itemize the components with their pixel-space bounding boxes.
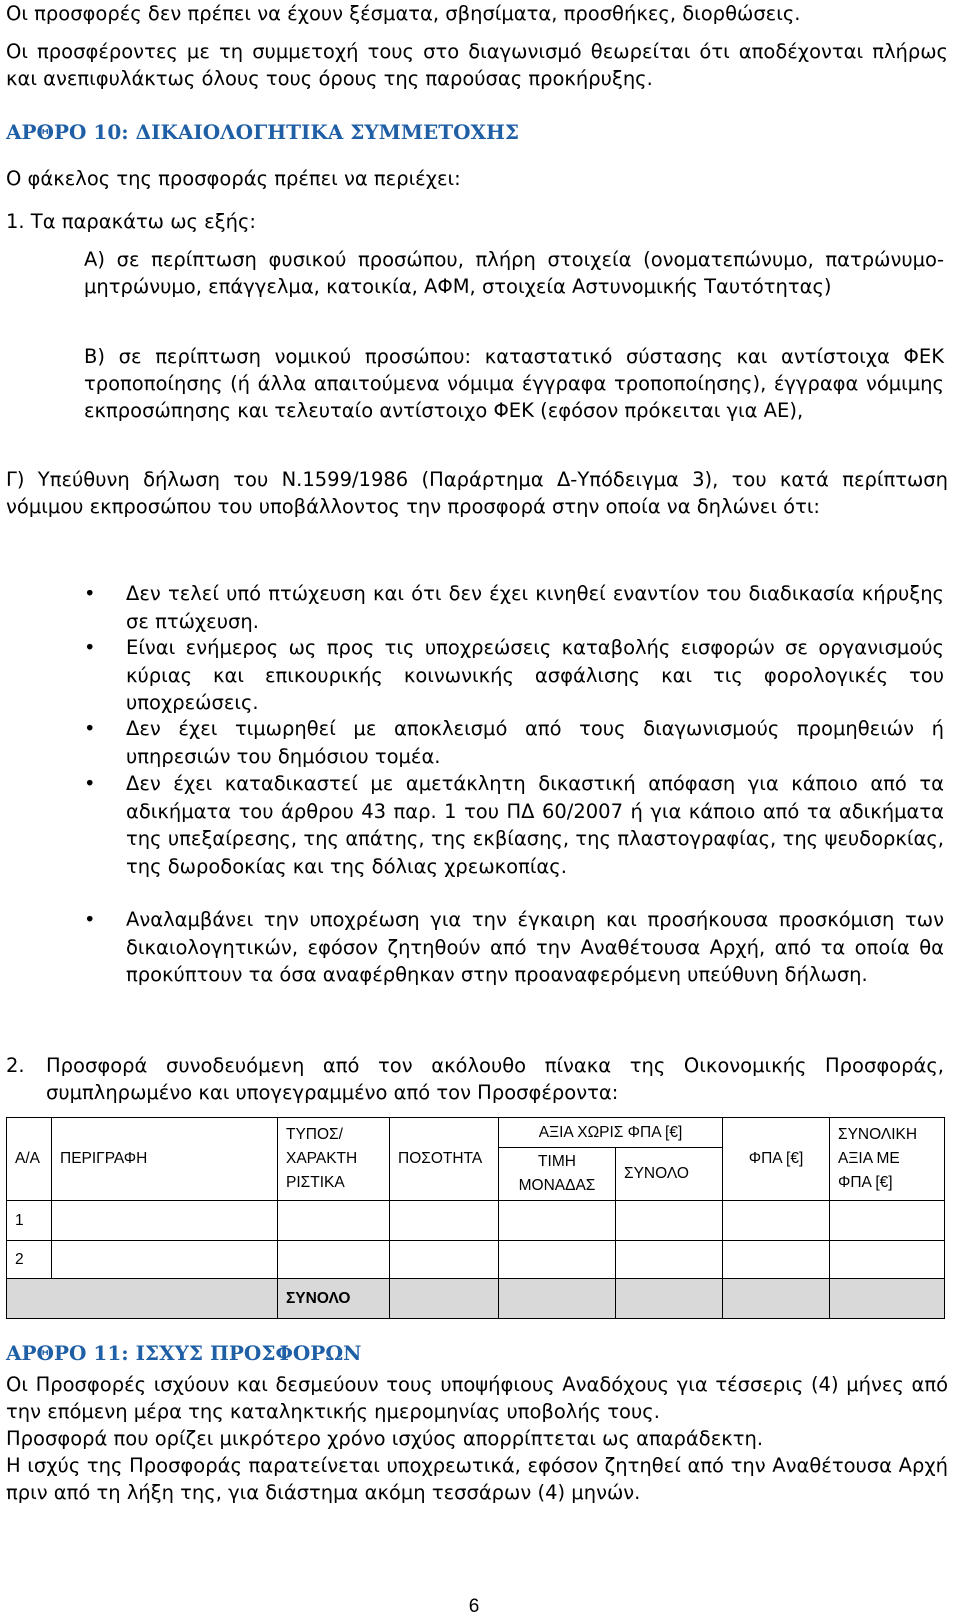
item-2-number: 2.	[6, 1054, 25, 1077]
total-row-blank	[7, 1279, 278, 1319]
row-2-cell	[830, 1241, 945, 1279]
table-total-row	[7, 1279, 945, 1319]
article-11-body	[6, 1371, 948, 1506]
list-item	[84, 580, 944, 635]
validity-paragraph-1: Οι Προσφορές ισχύουν και δεσμεύουν τους υποψήφιους Αναδόχους για τέσσερις (4) μήνες από την επόμενη μέρα της καταληκτικής ημερομηνίας υποβολής τους.	[6, 1373, 948, 1423]
row-1-cell	[52, 1201, 278, 1241]
bullet-5-text: Αναλαμβάνει την υποχρέωση για την έγκαιρη και προσήκουσα προσκόμιση των δικαιολογητικών, εφόσον ζητηθούν από την Αναθέτουσα Αρχή, από τα οποία θα προκύπτουν τα όσα αναφέρθηκαν στην προαναφερόμενη υπεύθυνη δήλωση.	[126, 908, 944, 986]
row-2-cell	[499, 1241, 616, 1279]
header-quantity: ΠΟΣΟΤΗΤΑ	[390, 1118, 499, 1201]
header-aa: Α/Α	[7, 1118, 52, 1201]
point-a: Α) σε περίπτωση φυσικού προσώπου, πλήρη στοιχεία (ονοματεπώνυμο, πατρώνυμο-μητρώνυμο, επάγγελμα, κατοικία, ΑΦΜ, στοιχεία Αστυνομικής Ταυτότητας)	[84, 248, 944, 298]
intro-line-2: Οι προσφέροντες με τη συμμετοχή τους στο διαγωνισμό θεωρείται ότι αποδέχονται πλήρως και ανεπιφυλάκτως όλους τους όρους της παρούσας προκήρυξης.	[6, 40, 948, 90]
row-1-cell	[723, 1201, 830, 1241]
header-unit-price: ΤΙΜΗ ΜΟΝΑΔΑΣ	[499, 1148, 616, 1201]
point-c: Γ) Υπεύθυνη δήλωση του Ν.1599/1986 (Παράρτημα Δ-Υπόδειγμα 3), του κατά περίπτωση νόμιμου εκπροσώπου του υποβάλλοντος την προσφορά στην οποία να δηλώνει ότι:	[6, 468, 948, 518]
total-cell	[616, 1279, 723, 1319]
bullet-4: •	[84, 772, 96, 795]
intro-section	[6, 0, 948, 92]
list-item	[84, 715, 944, 770]
row-1-cell	[278, 1201, 390, 1241]
total-label: ΣΥΝΟΛΟ	[278, 1279, 390, 1319]
offer-table	[6, 1117, 945, 1319]
item-1-text: 1. Τα παρακάτω ως εξής:	[6, 210, 256, 233]
header-type: ΤΥΠΟΣ/ ΧΑΡΑΚΤΗ ΡΙΣΤΙΚΑ	[278, 1118, 390, 1201]
header-total-with-vat: ΣΥΝΟΛΙΚΗ ΑΞΙΑ ΜΕ ΦΠΑ [€]	[830, 1118, 945, 1201]
table-row	[7, 1241, 945, 1279]
header-sum: ΣΥΝΟΛΟ	[616, 1148, 723, 1201]
bullet-2: •	[84, 636, 96, 659]
intro-line-1: Οι προσφορές δεν πρέπει να έχουν ξέσματα, σβησίματα, προσθήκες, διορθώσεις.	[6, 2, 801, 25]
bullet-3-text: Δεν έχει τιμωρηθεί με αποκλεισμό από τους διαγωνισμούς προμηθειών ή υπηρεσιών του δημόσιου τομέα.	[126, 717, 944, 768]
table-row	[7, 1201, 945, 1241]
row-1-cell	[616, 1201, 723, 1241]
total-cell	[390, 1279, 499, 1319]
list-item	[84, 770, 944, 880]
article-11-heading: ΑΡΘΡΟ 11: ΙΣΧΥΣ ΠΡΟΣΦΟΡΩΝ	[6, 1341, 362, 1365]
row-1-cell	[830, 1201, 945, 1241]
row-2-number: 2	[7, 1241, 52, 1279]
row-2-cell	[723, 1241, 830, 1279]
header-value-group: ΑΞΙΑ ΧΩΡΙΣ ΦΠΑ [€]	[499, 1118, 723, 1148]
total-cell	[499, 1279, 616, 1319]
row-1-cell	[390, 1201, 499, 1241]
bullet-1-text: Δεν τελεί υπό πτώχευση και ότι δεν έχει κινηθεί εναντίον του διαδικασία κήρυξης σε πτώχευση.	[126, 582, 944, 633]
item-2	[6, 1052, 944, 1106]
row-1-number: 1	[7, 1201, 52, 1241]
item-2-text: Προσφορά συνοδευόμενη από τον ακόλουθο πίνακα της Οικονομικής Προσφοράς, συμπληρωμένο και υπογεγραμμένο από τον Προσφέροντα:	[46, 1054, 944, 1104]
envelope-text: Ο φάκελος της προσφοράς πρέπει να περιέχει:	[6, 167, 461, 190]
total-cell	[723, 1279, 830, 1319]
bullet-3: •	[84, 717, 96, 740]
header-description: ΠΕΡΙΓΡΑΦΗ	[52, 1118, 278, 1201]
page-number: 6	[468, 1596, 480, 1617]
list-item	[84, 906, 944, 989]
bullet-5: •	[84, 908, 96, 931]
list-item	[84, 634, 944, 717]
bullet-1: •	[84, 582, 96, 605]
row-2-cell	[390, 1241, 499, 1279]
total-cell	[830, 1279, 945, 1319]
row-1-cell	[499, 1201, 616, 1241]
row-2-cell	[52, 1241, 278, 1279]
point-b: Β) σε περίπτωση νομικού προσώπου: καταστατικό σύστασης και αντίστοιχα ΦΕΚ τροποποίησης (ή άλλα απαιτούμενα νόμιμα έγγραφα τροποποίησης), έγγραφα νόμιμης εκπροσώπησης και τελευταίο αντίστοιχο ΦΕΚ (εφόσον πρόκειται για ΑΕ),	[84, 345, 944, 422]
validity-paragraph-2: Προσφορά που ορίζει μικρότερο χρόνο ισχύος απορρίπτεται ως απαράδεκτη.	[6, 1427, 764, 1450]
row-2-cell	[278, 1241, 390, 1279]
article-10-heading: ΑΡΘΡΟ 10: ΔΙΚΑΙΟΛΟΓΗΤΙΚΑ ΣΥΜΜΕΤΟΧΗΣ	[6, 120, 520, 144]
header-vat: ΦΠΑ [€]	[723, 1118, 830, 1201]
row-2-cell	[616, 1241, 723, 1279]
bullet-2-text: Είναι ενήμερος ως προς τις υποχρεώσεις καταβολής εισφορών σε οργανισμούς κύριας και επικουρικής κοινωνικής ασφάλισης και τις φορολογικές του υποχρεώσεις.	[126, 636, 944, 714]
bullet-4-text: Δεν έχει καταδικαστεί με αμετάκλητη δικαστική απόφαση για κάποιο από τα αδικήματα του άρθρου 43 παρ. 1 του ΠΔ 60/2007 ή για κάποιο από τα αδικήματα της υπεξαίρεσης, της απάτης, της εκβίασης, της πλαστογραφίας, της ψευδορκίας, της δωροδοκίας και της δόλιας χρεωκοπίας.	[126, 772, 944, 878]
validity-paragraph-3: Η ισχύς της Προσφοράς παρατείνεται υποχρεωτικά, εφόσον ζητηθεί από την Αναθέτουσα Αρχή πριν από τη λήξη της, για διάστημα ακόμη τεσσάρων (4) μηνών.	[6, 1454, 948, 1504]
